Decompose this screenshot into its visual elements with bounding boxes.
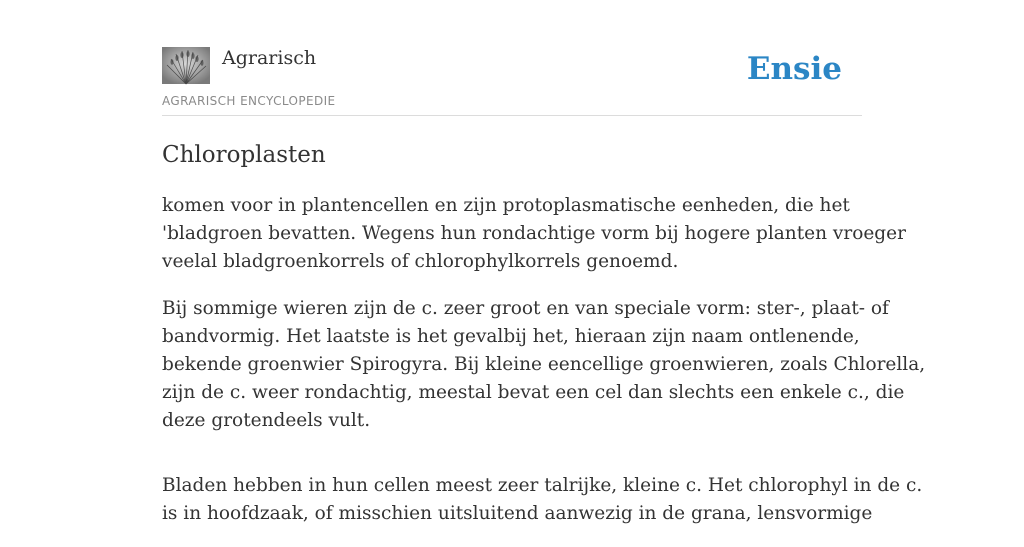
paragraph <box>162 472 923 528</box>
article-body <box>162 192 926 547</box>
text-line: bandvormig. Het laatste is het gevalbij het, hieraan zijn naam ontlenende, <box>162 326 860 347</box>
text-line: komen voor in plantencellen en zijn protoplasmatische eenheden, die het <box>162 195 850 216</box>
text-line: is in hoofdzaak, of misschien uitsluitend aanwezig in de grana, lensvormige <box>162 503 873 524</box>
text-line: bekende groenwier Spirogyra. Bij kleine eencellige groenwieren, zoals Chlorella, <box>162 354 926 375</box>
brand-logo[interactable]: Ensie <box>746 51 842 87</box>
wheat-engraving-icon[interactable] <box>162 47 210 84</box>
text-line: deze grotendeels vult. <box>162 410 371 431</box>
text-line: 'bladgroen bevatten. Wegens hun rondachtige vorm bij hogere planten vroeger <box>162 223 906 244</box>
paragraph <box>162 192 906 276</box>
site-header <box>162 0 862 116</box>
paragraph <box>162 295 926 435</box>
text-line: veelal bladgroenkorrels of chlorophylkorrels genoemd. <box>162 251 679 272</box>
text-line: Bladen hebben in hun cellen meest zeer talrijke, kleine c. Het chlorophyl in de c. <box>162 475 923 496</box>
text-line: Bij sommige wieren zijn de c. zeer groot en van speciale vorm: ster-, plaat- of <box>162 298 889 319</box>
source-subtitle[interactable]: AGRARISCH ENCYCLOPEDIE <box>162 94 336 108</box>
source-name[interactable]: Agrarisch <box>222 47 317 69</box>
article-title: Chloroplasten <box>162 142 326 168</box>
text-line: zijn de c. weer rondachtig, meestal bevat een cel dan slechts een enkele c., die <box>162 382 905 403</box>
